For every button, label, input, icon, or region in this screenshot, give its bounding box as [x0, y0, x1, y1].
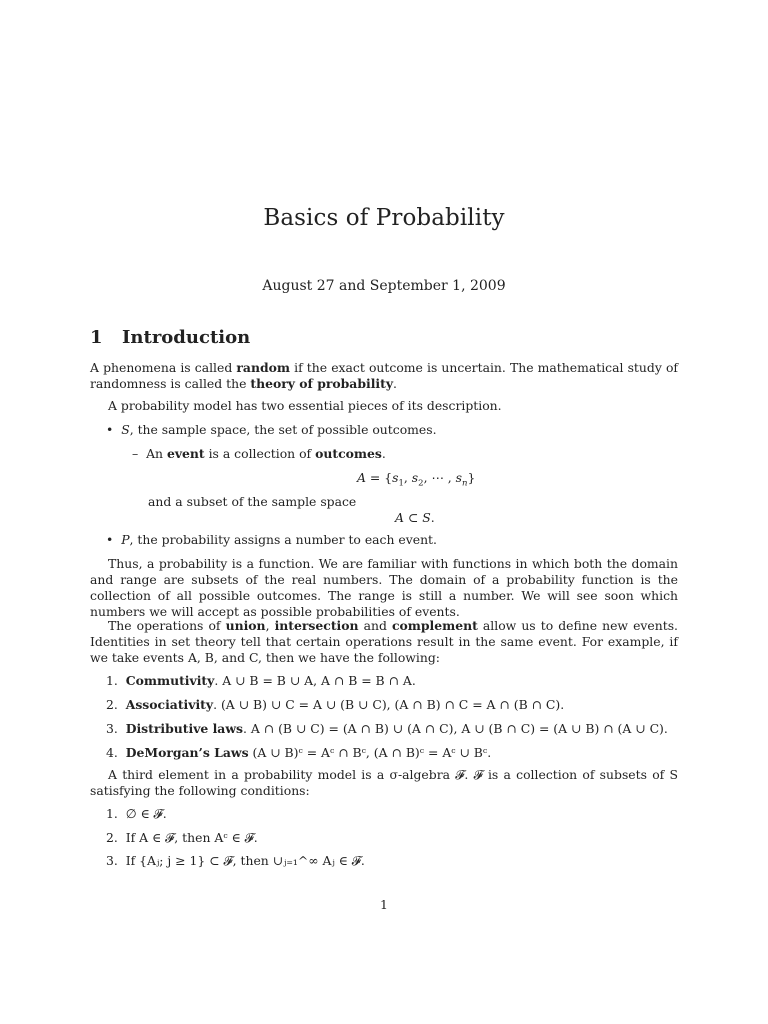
intro-paragraph [90, 360, 678, 392]
condition-number: 2. [106, 830, 118, 845]
model-intro: A probability model has two essential pieces of its description. [108, 398, 502, 413]
law-number: 1. [106, 673, 118, 688]
condition-number: 1. [106, 806, 118, 821]
condition-item [106, 853, 365, 869]
term-intersection: intersection [274, 618, 359, 633]
law-commutivity [106, 673, 416, 689]
term-complement: complement [391, 618, 478, 633]
section-number: 1 [90, 327, 103, 348]
law-expression: . A ∩ (B ∪ C) = (A ∩ B) ∪ (A ∩ C), A ∪ (B ∩ C) = (A ∪ B) ∩ (A ∪ C). [242, 721, 668, 736]
law-demorgan [106, 745, 491, 761]
law-expression: . (A ∪ B) ∪ C = A ∪ (B ∪ C), (A ∩ B) ∩ C = A ∩ (B ∩ C). [213, 697, 565, 712]
bullet-icon: • [106, 422, 122, 437]
equation-subset: A ⊂ S. [395, 510, 435, 525]
subset-text: and a subset of the sample space [148, 494, 357, 509]
intro-text-c: if the exact outcome is uncertain. The mathematical study of randomness is called the [90, 360, 678, 391]
law-associativity [106, 697, 564, 713]
dash-icon: – [132, 446, 147, 461]
symbol-p: P [121, 532, 130, 547]
condition-number: 3. [106, 853, 118, 868]
law-expression: . A ∪ B = B ∪ A, A ∩ B = B ∩ A. [214, 673, 416, 688]
law-expression: (A ∪ B)ᶜ = Aᶜ ∩ Bᶜ, (A ∩ B)ᶜ = Aᶜ ∪ Bᶜ. [248, 745, 492, 760]
term-random: random [236, 360, 291, 375]
section-title: Introduction [122, 327, 251, 348]
intro-text-e: . [393, 376, 397, 391]
event-text-c: is a collection of [204, 446, 316, 461]
ops-text-c: , [265, 618, 275, 633]
ops-text-a: The operations of [108, 618, 226, 633]
intro-text-a: A phenomena is called [90, 360, 237, 375]
term-outcomes: outcomes [315, 446, 382, 461]
sub-item-event [132, 446, 386, 462]
law-name: Distributive laws [125, 721, 243, 736]
law-number: 4. [106, 745, 118, 760]
condition-text: If A ∈ 𝓕, then Aᶜ ∈ 𝓕. [125, 830, 258, 845]
bullet-s-text: , the sample space, the set of possible outcomes. [129, 422, 437, 437]
condition-text: If {Aⱼ; j ≥ 1} ⊂ 𝓕, then ∪ⱼ₌₁^∞ Aⱼ ∈ 𝓕. [125, 853, 365, 868]
bullet-sample-space [106, 422, 437, 438]
symbol-s: S [121, 422, 130, 437]
law-distributive [106, 721, 668, 737]
condition-item [106, 830, 258, 846]
condition-text: ∅ ∈ 𝓕. [125, 806, 167, 821]
law-name: Associativity [125, 697, 214, 712]
term-union: union [225, 618, 266, 633]
sigma-algebra-paragraph: A third element in a probability model is a σ-algebra 𝓕. 𝓕 is a collection of subsets of S satisfying the following conditions: [90, 767, 678, 798]
bullet-icon: • [106, 532, 122, 547]
law-name: Commutivity [125, 673, 215, 688]
ops-text-e: and [358, 618, 392, 633]
event-text-e: . [381, 446, 386, 461]
bullet-p-text: , the probability assigns a number to each event. [129, 532, 437, 547]
document-date: August 27 and September 1, 2009 [262, 278, 506, 294]
term-event: event [166, 446, 205, 461]
document-title: Basics of Probability [263, 205, 505, 231]
law-name: DeMorgan’s Laws [125, 745, 249, 760]
bullet-probability [106, 532, 437, 548]
function-paragraph: Thus, a probability is a function. We are familiar with functions in which both the domain and range are subsets of the real numbers. The domain of a probability function is the collection of all possible outcomes. The range is still a number. We will see soon which numbers we will accept as possible probabilities of events. [90, 556, 678, 619]
operations-paragraph [90, 618, 678, 666]
ops-text-g: allow us to define new events. Identities in set theory tell that certain operations result in the same event. For example, if we take events A, B, and C, then we have the following: [90, 618, 678, 665]
condition-item [106, 806, 167, 822]
section-heading [90, 327, 250, 348]
page-number: 1 [380, 897, 388, 912]
law-number: 2. [106, 697, 118, 712]
event-text-a: An [146, 446, 167, 461]
equation-event-set: $A = \{s_1$, $s_2$, ⋯ , $s_n$} [357, 470, 476, 489]
term-theory-of-probability: theory of probability [250, 376, 394, 391]
law-number: 3. [106, 721, 118, 736]
